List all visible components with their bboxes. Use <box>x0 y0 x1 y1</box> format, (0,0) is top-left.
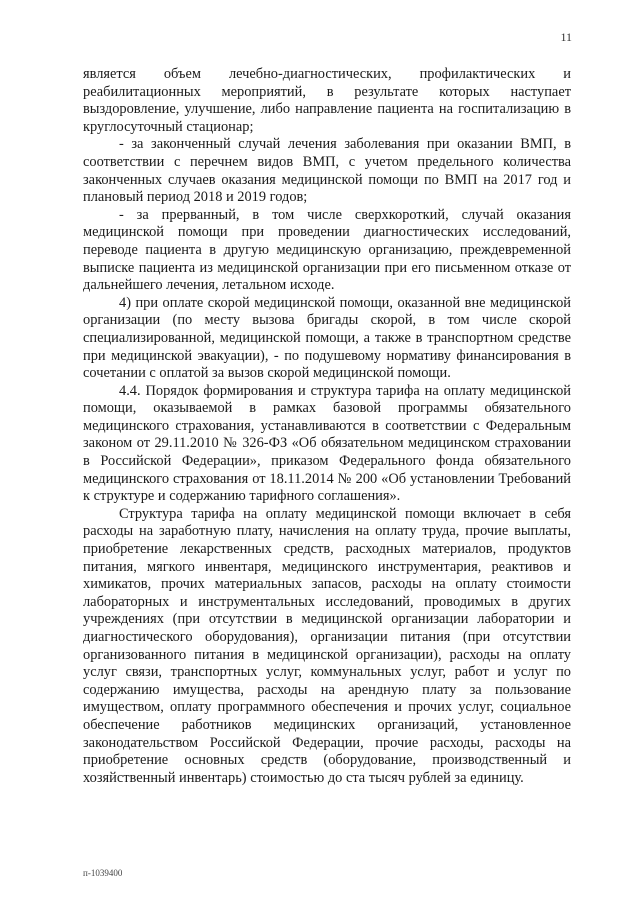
paragraph-section-4-4: 4.4. Порядок формирования и структура тарифа на оплату медицинской помощи, оказываемой в рамках базовой программы обязательного медицинского страхования, устанавливаются в соответствии с Федеральным законом от 29.11.2010 № 326-ФЗ «Об обязательном медицинском страховании в Российской Федерации», приказом Федерального фонда обязательного медицинского страхования от 18.11.2014 № 200 «Об установлении Требований к структуре и содержанию тарифного соглашения». <box>83 382 571 505</box>
page-number: 11 <box>560 30 572 44</box>
paragraph-interrupted-case: - за прерванный, в том числе сверхкороткий, случай оказания медицинской помощи при проведении диагностических исследований, переводе пациента в другую медицинскую организацию, преждевременной выписке пациента из медицинской организации при его письменном отказе от дальнейшего лечения, летальном исходе. <box>83 206 571 294</box>
document-body <box>83 66 571 787</box>
paragraph-tariff-structure: Структура тарифа на оплату медицинской помощи включает в себя расходы на заработную плату, начисления на оплату труда, прочие выплаты, приобретение лекарственных средств, расходных материалов, продуктов питания, мягкого инвентаря, медицинского инструментария, реактивов и химикатов, прочих материальных запасов, расходы на оплату стоимости лабораторных и инструментальных исследований, проводимых в других учреждениях (при отсутствии в медицинской организации лаборатории и диагностического оборудования), организации питания (при отсутствии организованного питания в медицинской организации), расходы на оплату услуг связи, транспортных услуг, коммунальных услуг, работ и услуг по содержанию имущества, расходы на арендную плату за пользование имуществом, оплату программного обеспечения и прочих услуг, социальное обеспечение работников медицинских организаций, установленное законодательством Российской Федерации, прочие расходы, расходы на приобретение основных средств (оборудование, производственный и хозяйственный инвентарь) стоимостью до ста тысяч рублей за единицу. <box>83 505 571 786</box>
paragraph-completed-case: - за законченный случай лечения заболевания при оказании ВМП, в соответствии с перечнем видов ВМП, с учетом предельного количества законченных случаев оказания медицинской помощи по ВМП на 2017 год и плановый период 2018 и 2019 годов; <box>83 136 571 206</box>
paragraph-continuation: является объем лечебно-диагностических, профилактических и реабилитационных мероприятий, в результате которых наступает выздоровление, улучшение, либо направление пациента на госпитализацию в круглосуточный стационар; <box>83 66 571 135</box>
document-code: п-1039400 <box>83 868 123 878</box>
paragraph-emergency-care: 4) при оплате скорой медицинской помощи, оказанной вне медицинской организации (по месту вызова бригады скорой, в том числе скорой специализированной, медицинской помощи, а также в транспортном средстве при медицинской эвакуации), - по подушевому нормативу финансирования в сочетании с оплатой за вызов скорой медицинской помощи. <box>83 294 571 382</box>
